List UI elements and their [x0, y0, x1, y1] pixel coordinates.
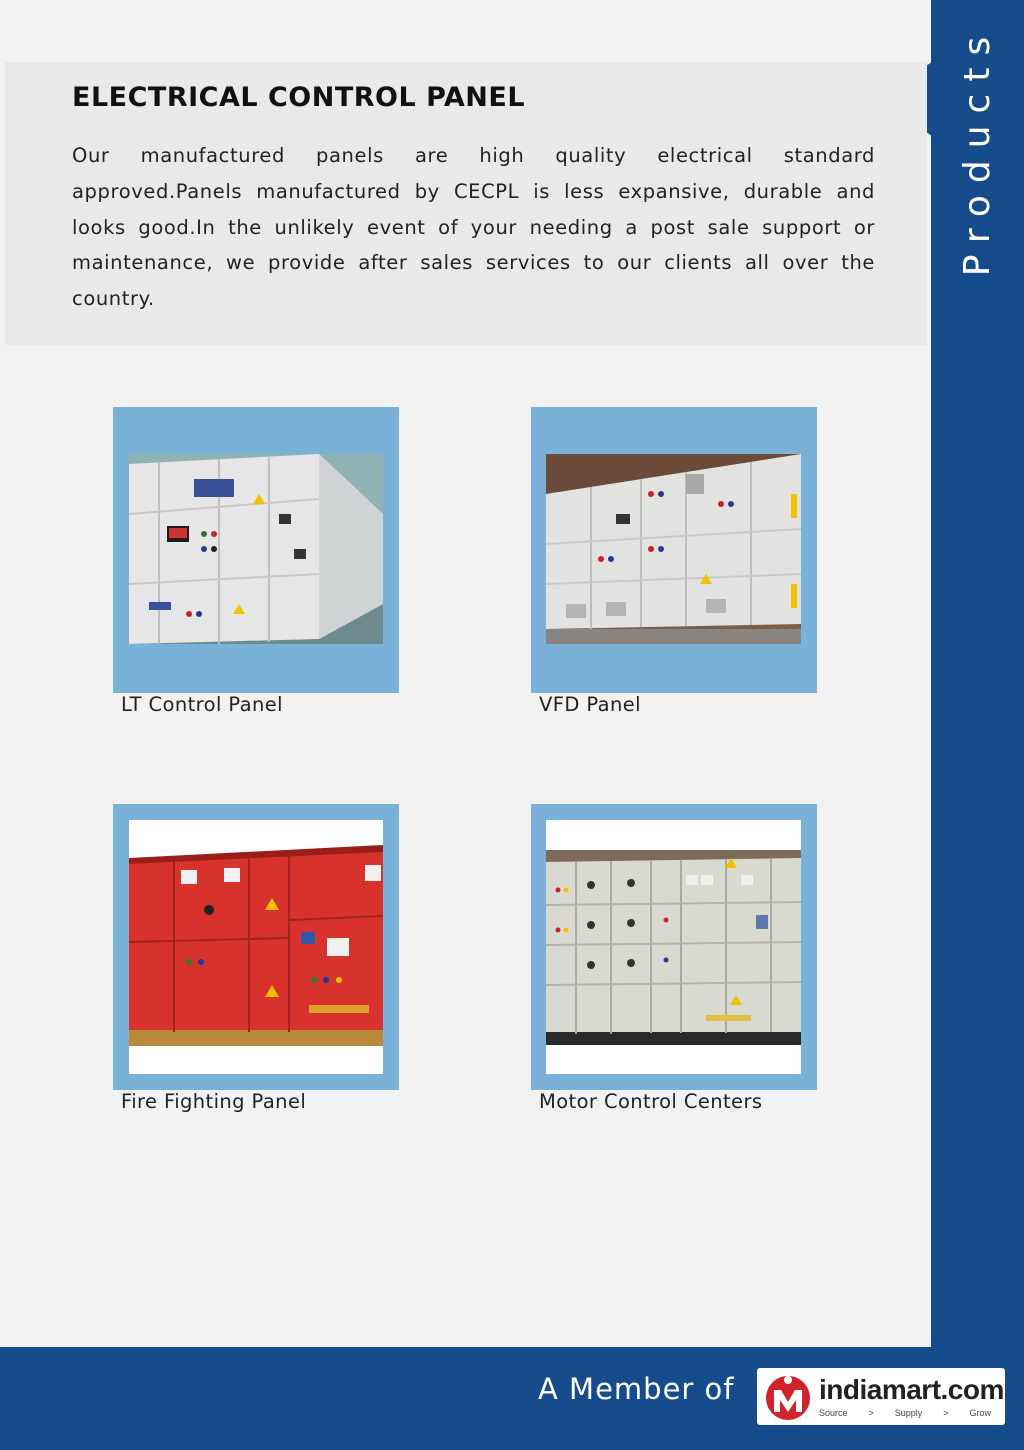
- tagline-sep-2: >: [943, 1408, 949, 1418]
- side-label: [931, 0, 1024, 300]
- indiamart-tagline: [819, 1408, 991, 1418]
- product-card-vfd: [531, 407, 817, 693]
- tagline-supply: Supply: [894, 1408, 923, 1418]
- tagline-grow: Grow: [969, 1408, 991, 1418]
- tagline-sep-1: >: [868, 1408, 874, 1418]
- page-title: ELECTRICAL CONTROL PANEL: [72, 82, 526, 113]
- fire-panel-photo: [129, 820, 383, 1074]
- product-card-mcc: [531, 804, 817, 1090]
- product-card-lt: [113, 407, 399, 693]
- caption-lt: LT Control Panel: [121, 693, 283, 716]
- intro-text: Our manufactured panels are high quality electrical standard approved.Panels manufactured by CECPL is less expansive, durable and looks good.In the unlikely event of your needing a post sale support or maintenance, we provide after sales services to our clients all over the country.: [72, 144, 875, 311]
- indiamart-wordmark: indiamart.com: [819, 1374, 1004, 1405]
- lt-panel-photo: [129, 454, 383, 644]
- tagline-source: Source: [819, 1408, 848, 1418]
- indiamart-m-icon: [765, 1372, 811, 1422]
- side-label-text: Products: [957, 24, 999, 276]
- caption-fire: Fire Fighting Panel: [121, 1090, 307, 1113]
- caption-vfd: VFD Panel: [539, 693, 641, 716]
- product-card-fire: [113, 804, 399, 1090]
- vfd-panel-photo: [546, 454, 801, 644]
- caption-mcc: Motor Control Centers: [539, 1090, 763, 1113]
- mcc-panel-photo: [546, 820, 801, 1074]
- member-text: A Member of: [538, 1372, 735, 1406]
- indiamart-logo: [757, 1368, 1005, 1425]
